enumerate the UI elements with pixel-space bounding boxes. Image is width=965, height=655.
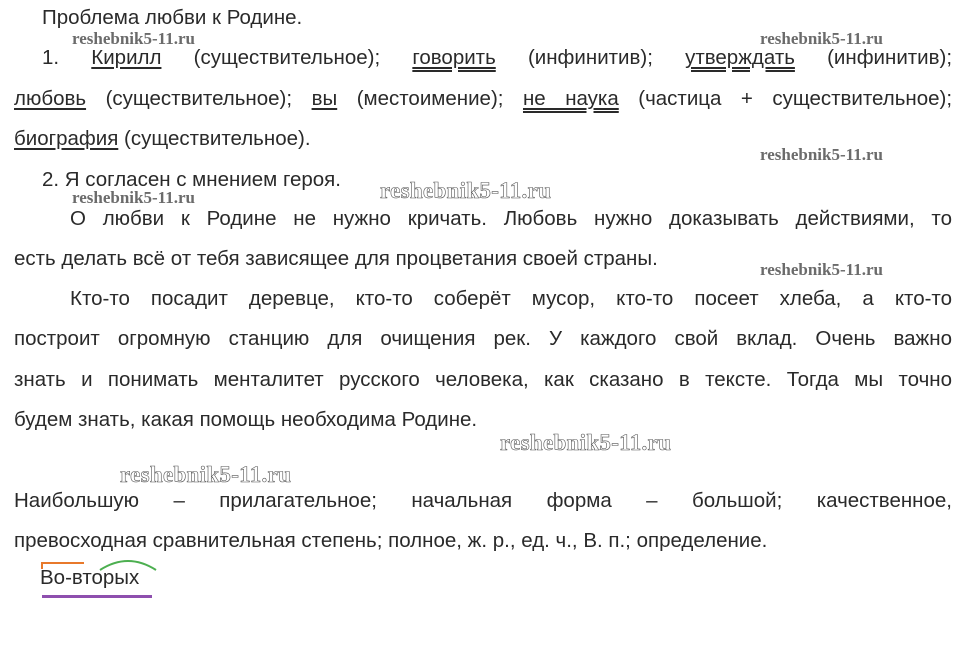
watermark-text: reshebnik5-11.ru bbox=[380, 178, 552, 203]
task2-p1-line-2: есть делать всё от тебя зависящее для процветания своей страны. bbox=[14, 247, 658, 270]
morpheme-word: Во-вторых bbox=[40, 566, 140, 589]
task3-line-1: Наибольшую – прилагательное; начальная форма – большой; качественное, bbox=[14, 489, 952, 512]
watermark-text: reshebnik5-11.ru bbox=[72, 29, 195, 48]
root-mark-icon bbox=[98, 556, 158, 572]
watermark-text: reshebnik5-11.ru bbox=[72, 188, 195, 207]
word-govorit: говорить bbox=[412, 46, 496, 69]
watermark-text: reshebnik5-11.ru bbox=[500, 430, 672, 455]
prefix-mark-icon bbox=[40, 561, 86, 571]
task2-p2-line-1: Кто-то посадит деревце, кто-то соберёт мусор, кто-то посеет хлеба, а кто-то bbox=[70, 287, 952, 310]
word-lyubov: любовь bbox=[14, 87, 87, 110]
watermark-text: reshebnik5-11.ru bbox=[760, 260, 883, 279]
word-utverzhdat: утверждать bbox=[685, 46, 795, 69]
note-biografiya: (существительное). bbox=[124, 127, 311, 150]
task2-p2-line-4: будем знать, какая помощь необходима Родине. bbox=[14, 408, 478, 431]
word-vy: вы bbox=[311, 87, 338, 110]
word-kirill: Кирилл bbox=[91, 46, 162, 69]
base-mark-icon bbox=[42, 595, 152, 598]
watermark-text: reshebnik5-11.ru bbox=[120, 462, 292, 487]
page-title: Проблема любви к Родине. bbox=[42, 6, 303, 29]
task2-intro: 2. Я согласен с мнением героя. bbox=[42, 168, 341, 191]
note-vy: (местоимение); bbox=[356, 87, 504, 110]
note-lyubov: (существительное); bbox=[105, 87, 293, 110]
task1-line-2 bbox=[14, 87, 952, 111]
task2-p1-line-1: О любви к Родине не нужно кричать. Любовь нужно доказывать действиями, то bbox=[70, 207, 952, 230]
note-ne-nauka: (частица + существительное); bbox=[638, 87, 953, 110]
watermark-text: reshebnik5-11.ru bbox=[760, 145, 883, 164]
task1-number: 1. bbox=[42, 46, 92, 69]
note-utverzhdat: (инфинитив); bbox=[827, 46, 953, 69]
word-biografiya: биография bbox=[14, 127, 119, 150]
task3-line-2: превосходная сравнительная степень; полное, ж. р., ед. ч., В. п.; определение. bbox=[14, 529, 768, 552]
watermark-text: reshebnik5-11.ru bbox=[760, 29, 883, 48]
task2-p2-line-2: построит огромную станцию для очищения рек. У каждого свой вклад. Очень важно bbox=[14, 327, 952, 350]
note-govorit: (инфинитив); bbox=[527, 46, 653, 69]
word-ne-nauka: не наука bbox=[522, 87, 619, 110]
task2-p2-line-3: знать и понимать менталитет русского человека, как сказано в тексте. Тогда мы точно bbox=[14, 368, 952, 391]
task1-line-1 bbox=[14, 46, 952, 70]
note-kirill: (существительное); bbox=[193, 46, 381, 69]
